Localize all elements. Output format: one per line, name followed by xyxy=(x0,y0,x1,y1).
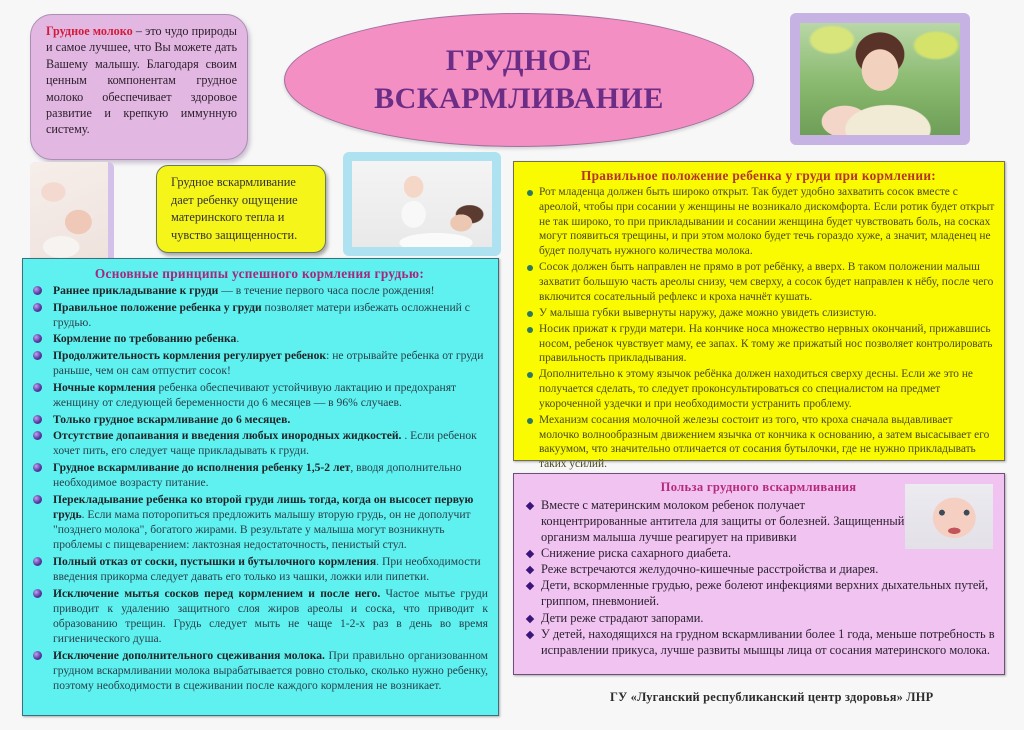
bullet-icon xyxy=(527,265,533,271)
list-item: Полный отказ от соски, пустышки и бутылочного кормления. При необходимости введения прикорма следует давать его только из чашки, ложки или пипетки. xyxy=(31,554,488,584)
list-item: Перекладывание ребенка ко второй груди лишь тогда, когда он высосет первую грудь. Если мама поторопиться предложить малышу вторую грудь, он не дополучит "позднего молока", богатого жирами. В результате у малыша могут возникнуть проблемы с пищеварением: лактозная недостаточность, пенистый стул. xyxy=(31,492,488,553)
bullet-icon xyxy=(526,550,534,558)
bullet-icon xyxy=(527,372,533,378)
bullet-icon xyxy=(527,418,533,424)
bullet-icon xyxy=(526,582,534,590)
list-item: Продолжительность кормления регулирует ребенок: не отрывайте ребенка от груди раньше, чем он сам отпустит сосок! xyxy=(31,348,488,378)
list-item: Дополнительно к этому язычок ребёнка должен находиться сверху десны. Если же это не получается сделать, то следует проконсультироваться со специалистом на предмет укороченной уздечки и при необходимости устранить проблему. xyxy=(522,367,995,411)
bullet-icon xyxy=(526,502,534,510)
list-item: Только грудное вскармливание до 6 месяцев. xyxy=(31,412,488,427)
bullet-icon xyxy=(33,463,42,472)
title-line-1: ГРУДНОЕ xyxy=(445,44,593,77)
warmth-note: Грудное вскармливание дает ребенку ощущение материнского тепла и чувство защищенности. xyxy=(156,165,326,253)
list-item: Правильное положение ребенка у груди позволяет матери избежать осложнений с грудью. xyxy=(31,300,488,330)
list-item: Снижение риска сахарного диабета. xyxy=(522,546,995,562)
page-title xyxy=(284,13,754,147)
list-item: Носик прижат к груди матери. На кончике носа множество нервных окончаний, прижавшись носом, ребенок чувствует маму, ее запах. К тому же прижатый нос позволяет контролировать правильность прикладывания. xyxy=(522,322,995,366)
intro-box xyxy=(30,14,248,160)
intro-highlight: Грудное молоко xyxy=(46,24,133,38)
mother-lifting-baby-photo xyxy=(343,152,501,256)
list-item: Грудное вскармливание до исполнения ребенку 1,5-2 лет, вводя дополнительно необходимое возрасту питание. xyxy=(31,460,488,490)
footer-credit: ГУ «Луганский республиканский центр здоровья» ЛНР xyxy=(610,690,934,704)
mother-holding-baby-photo xyxy=(30,162,114,262)
title-line-2: ВСКАРМЛИВАНИЕ xyxy=(374,82,664,115)
list-item: Сосок должен быть направлен не прямо в рот ребёнку, а вверх. В таком положении малыш захватит большую часть ареолы снизу, чем сверху, а сосок будет направлен к нёбу, после чего включится сосательный рефлекс и кроха начнёт кушать. xyxy=(522,260,995,304)
bullet-icon xyxy=(527,190,533,196)
bullet-icon xyxy=(33,651,42,660)
bullet-icon xyxy=(33,589,42,598)
list-item: Рот младенца должен быть широко открыт. Так будет удобно захватить сосок вместе с ареолой, чтобы при сосании у женщины не возникало дискомфорта. Если ротик будет открыт не так широко, то при прикладывании и сосании женщина будет чувствовать боль, на сосках могут появиться трещины, и при этом молоко будет течь гораздо хуже, а значит, младенец не будет получать нужного количества молока. xyxy=(522,185,995,259)
principles-list xyxy=(31,283,488,694)
list-item: Кормление по требованию ребенка. xyxy=(31,331,488,346)
position-panel xyxy=(513,161,1005,471)
bullet-icon xyxy=(33,557,42,566)
list-item: Механизм сосания молочной железы состоит из того, что кроха сначала выдавливает молочко волнообразным движением язычка от кончика к основанию, а затем высасывает его вакуумом, что значительно отличается от сосания бутылочки, где не нужно прикладывать таких усилий. xyxy=(522,413,995,472)
principles-panel xyxy=(22,258,499,716)
intro-text: – это чудо природы и самое лучшее, что Вы можете дать Вашему малышу. Благодаря своим ценным компонентам грудное молоко обеспечивает здоровое развитие и крепкую иммунную систему. xyxy=(46,24,237,137)
position-heading: Правильное положение ребенка у груди при кормлении: xyxy=(580,168,937,183)
list-item: Ночные кормления ребенка обеспечивают устойчивую лактацию и предохранят женщину от следующей беременности до 6 месяцев — в 96% случаев. xyxy=(31,380,488,410)
bullet-icon xyxy=(33,334,42,343)
position-list xyxy=(522,185,995,472)
smiling-baby-photo xyxy=(905,484,993,549)
bullet-icon xyxy=(33,286,42,295)
bullet-icon xyxy=(33,383,42,392)
bullet-icon xyxy=(33,495,42,504)
bullet-icon xyxy=(526,631,534,639)
list-item: У детей, находящихся на грудном вскармливании более 1 года, меньше потребность в исправлении прикуса, лучше развиты мышцы лица от сосания материнского молока. xyxy=(522,627,995,659)
list-item: Вместе с материнским молоком ребенок получает концентрированные антитела для защиты от болезней. Защищенный организм малыша лучше реагирует на прививки xyxy=(522,498,995,545)
bullet-icon xyxy=(526,614,534,622)
list-item: Дети, вскормленные грудью, реже болеют инфекциями верхних дыхательных путей, гриппом, пневмонией. xyxy=(522,578,995,610)
mother-breastfeeding-photo xyxy=(790,13,970,145)
bullet-icon xyxy=(526,566,534,574)
bullet-icon xyxy=(33,431,42,440)
benefits-heading: Польза грудного вскармливания xyxy=(660,480,857,494)
list-item: Исключение дополнительного сцеживания молока. При правильно организованном грудном вскармливании молока вырабатывается ровно столько, сколько нужно ребенку, поэтому необходимости в сцеживании после каждого кормления не возникает. xyxy=(31,648,488,694)
bullet-icon xyxy=(33,415,42,424)
list-item: Реже встречаются желудочно-кишечные расстройства и диарея. xyxy=(522,562,995,578)
list-item: Исключение мытья сосков перед кормлением и после него. Частое мытье груди приводит к удалению защитного слоя жиров ареолы и соска, что приводит к образованию трещин. Грудь следует мыть не чаще 1-2-х раз в день во время гигиенического душа. xyxy=(31,586,488,647)
bullet-icon xyxy=(527,327,533,333)
list-item: Отсутствие допаивания и введения любых инородных жидкостей. . Если ребенок хочет пить, его следует чаще прикладывать к груди. xyxy=(31,428,488,458)
list-item: У малыша губки вывернуты наружу, даже можно увидеть слизистую. xyxy=(522,306,995,321)
bullet-icon xyxy=(527,311,533,317)
principles-heading: Основные принципы успешного кормления грудью: xyxy=(94,266,425,281)
list-item: Раннее прикладывание к груди — в течение первого часа после рождения! xyxy=(31,283,488,298)
bullet-icon xyxy=(33,351,42,360)
bullet-icon xyxy=(33,303,42,312)
list-item: Дети реже страдают запорами. xyxy=(522,611,995,627)
